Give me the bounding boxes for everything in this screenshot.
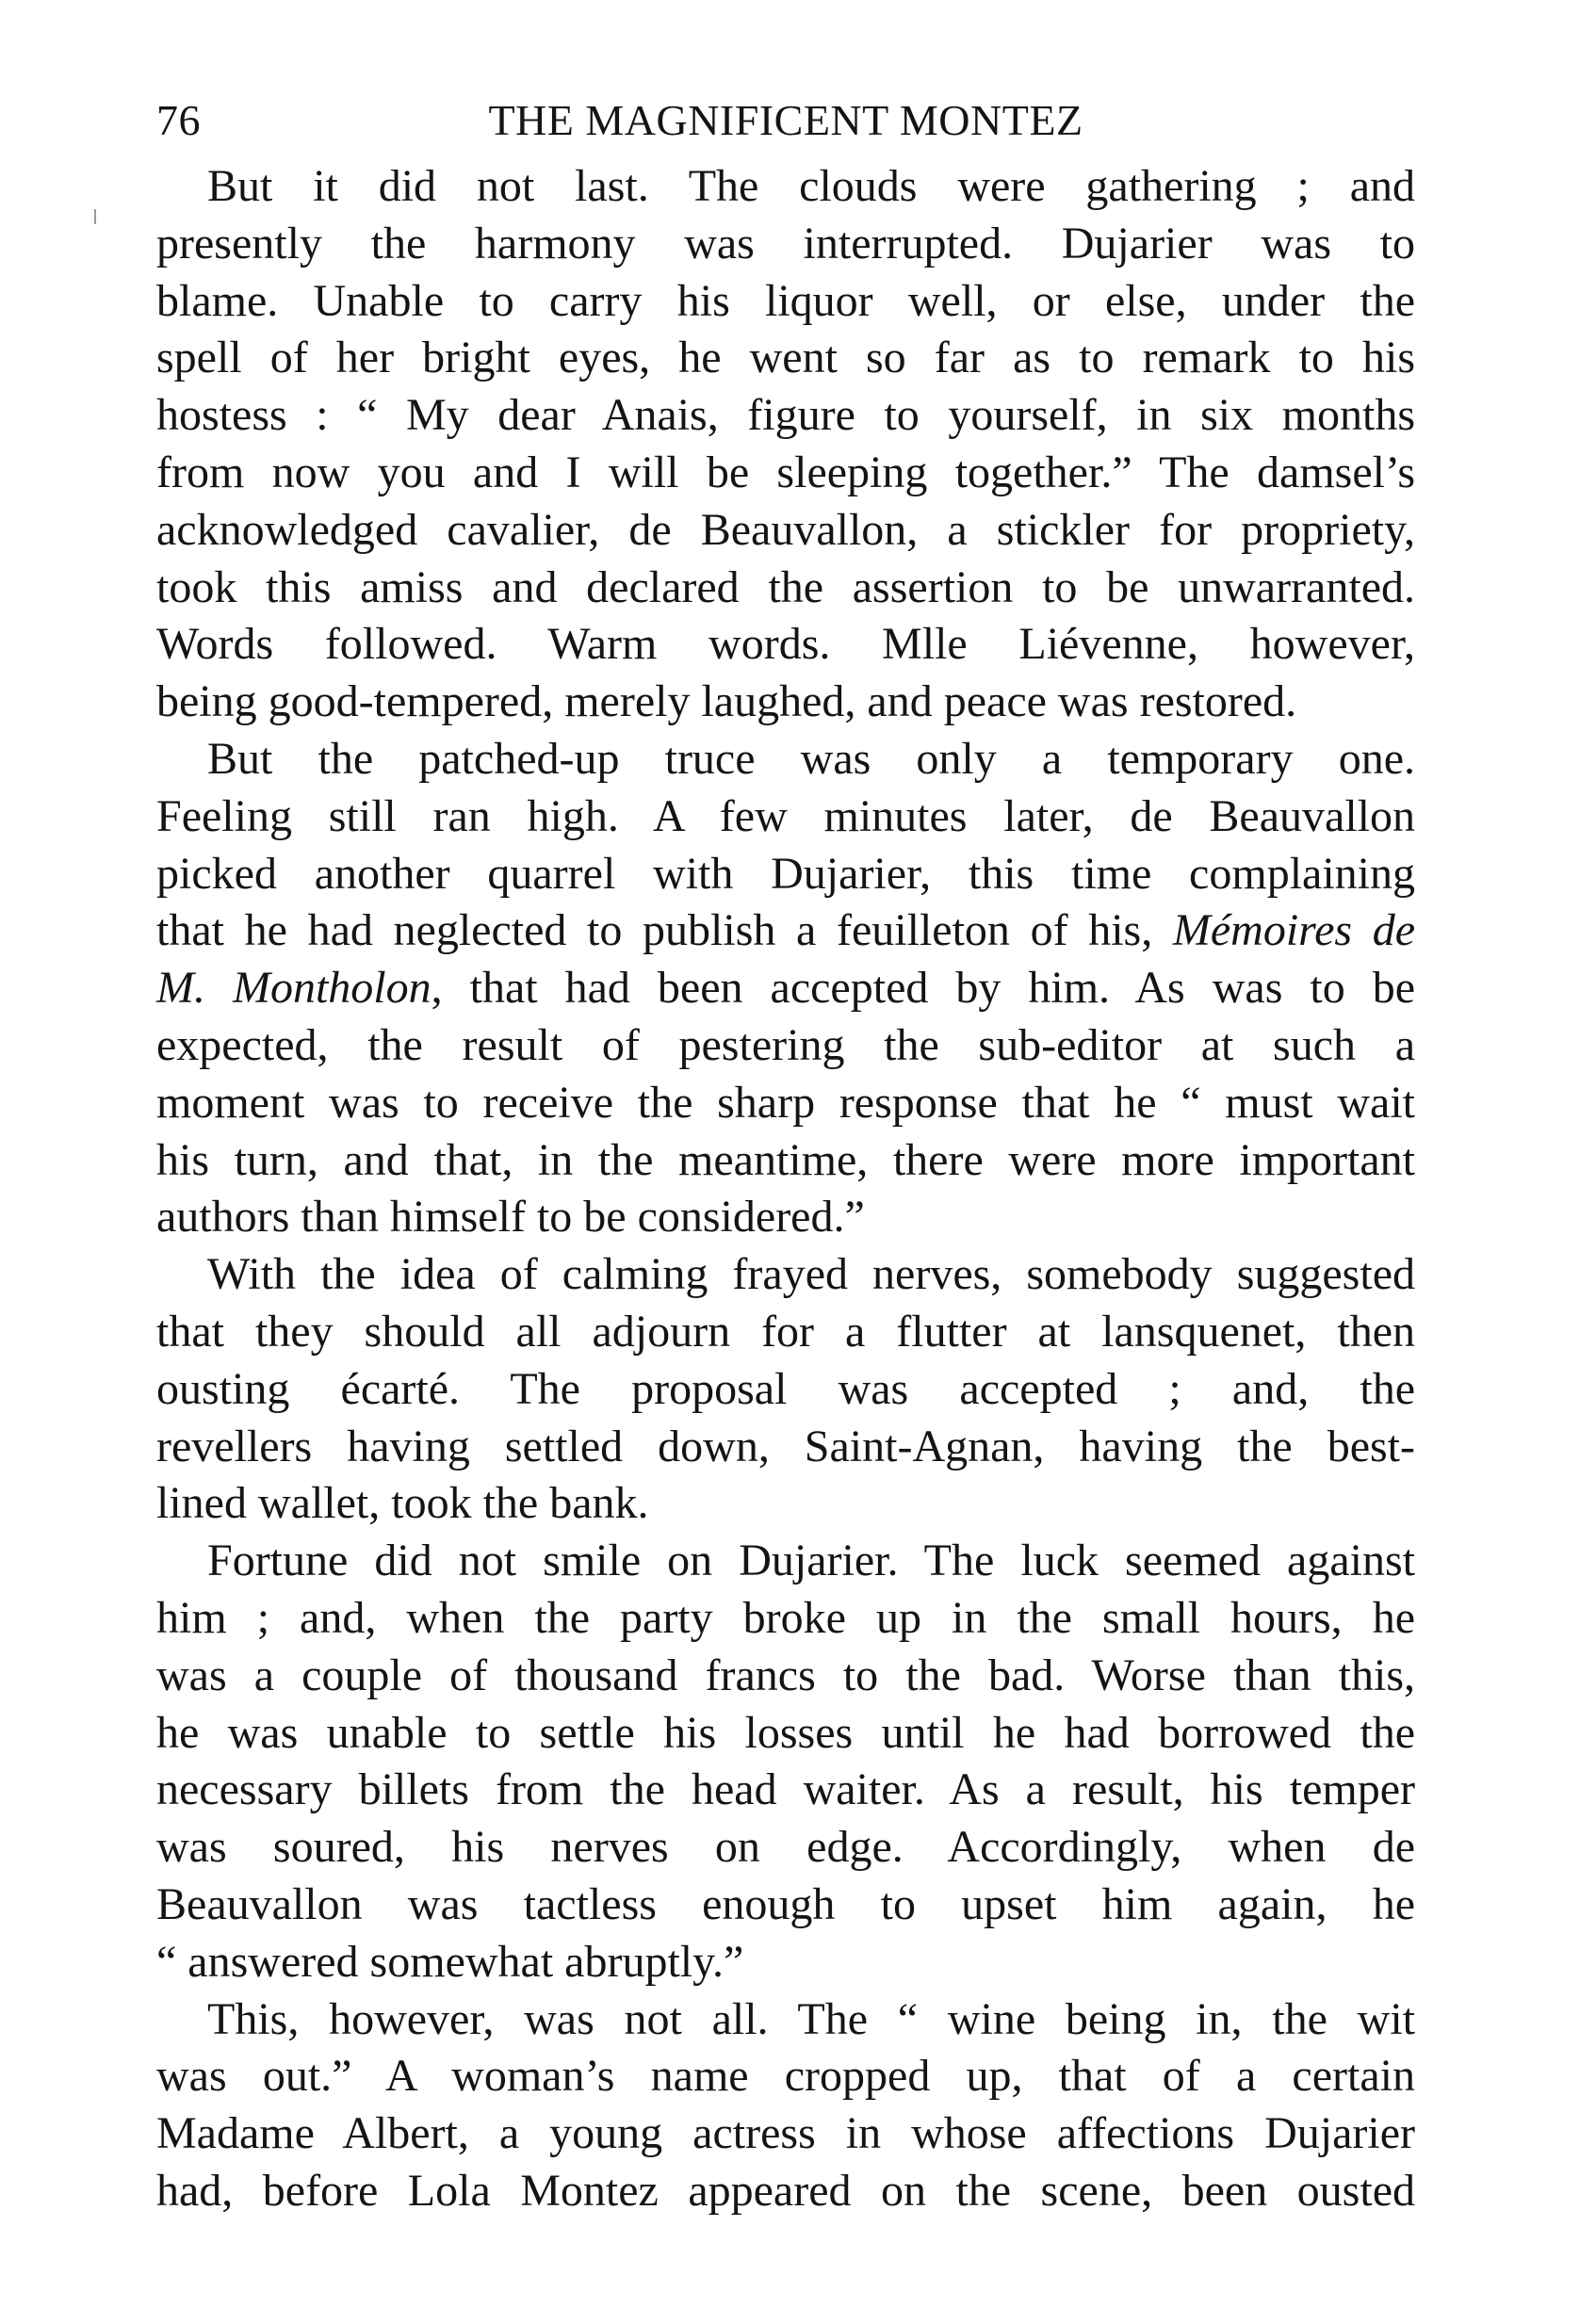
text-line: [156, 1475, 1415, 1533]
line-text: spell of her bright eyes, he went so far as to remark to his: [156, 333, 1415, 383]
line-text: Words followed. Warm words. Mlle Liévenne, however,: [156, 619, 1415, 670]
line-text: he was unable to settle his losses until he had borrowed the: [156, 1707, 1415, 1758]
line-text: was a couple of thousand francs to the bad. Worse than this,: [156, 1650, 1415, 1700]
running-head: [156, 83, 1415, 158]
page-number: 76: [156, 96, 201, 144]
italic-title: M. Montholon: [156, 963, 432, 1014]
text-line: [156, 1419, 1415, 1476]
line-text: Madame Albert, a young actress in whose affections Dujarier: [156, 2108, 1415, 2159]
text-line: [156, 2105, 1415, 2163]
line-text: took this amiss and declared the assertion to be unwarranted.: [156, 561, 1415, 612]
text-line: [156, 1075, 1415, 1132]
line-text: , that had been accepted by him. As was to be: [431, 963, 1416, 1014]
line-text: Beauvallon was tactless enough to upset him again, he: [156, 1878, 1415, 1929]
text-line: [156, 1533, 1415, 1590]
line-text: Feeling still ran high. A few minutes later, de Beauvallon: [156, 790, 1415, 841]
text-line: [156, 1762, 1415, 1819]
text-line: [156, 1246, 1415, 1304]
line-text: “ answered somewhat abruptly.”: [156, 1936, 744, 1987]
text-line: [156, 1189, 1415, 1246]
line-text: acknowledged cavalier, de Beauvallon, a stickler for propriety,: [156, 504, 1415, 555]
text-line: [156, 846, 1415, 903]
line-text: his turn, and that, in the meantime, there were more important: [156, 1134, 1415, 1185]
line-text: being good-tempered, merely laughed, and peace was restored.: [156, 676, 1297, 727]
text-line: [156, 2163, 1415, 2220]
text-line: [156, 387, 1415, 445]
stray-print-mark: [94, 209, 96, 224]
line-text: presently the harmony was interrupted. Dujarier was to: [156, 218, 1415, 268]
text-line: [156, 273, 1415, 331]
line-text: But it did not last. The clouds were gathering ; and: [207, 161, 1415, 211]
text-line: [156, 1934, 1415, 1991]
text-line: [156, 1877, 1415, 1934]
line-text: picked another quarrel with Dujarier, this time complaining: [156, 848, 1415, 899]
line-text: was soured, his nerves on edge. Accordingly, when de: [156, 1822, 1415, 1873]
text-line: [156, 1132, 1415, 1190]
text-line: [156, 1648, 1415, 1705]
line-text: that he had neglected to publish a feuilleton of his,: [156, 905, 1173, 956]
text-line: [156, 2048, 1415, 2105]
text-line: [156, 216, 1415, 273]
line-text: expected, the result of pestering the sub-editor at such a: [156, 1019, 1415, 1070]
text-line: [156, 1590, 1415, 1648]
text-line: [156, 502, 1415, 560]
text-line: [156, 616, 1415, 674]
text-line: [156, 1991, 1415, 2049]
line-text: authors than himself to be considered.”: [156, 1192, 865, 1243]
line-text: was out.” A woman’s name cropped up, that of a certain: [156, 2051, 1415, 2102]
line-text: that they should all adjourn for a flutter at lansquenet, then: [156, 1306, 1415, 1357]
text-line: [156, 674, 1415, 731]
line-text: hostess : “ My dear Anais, figure to yourself, in six months: [156, 390, 1415, 441]
line-text: necessary billets from the head waiter. As a result, his temper: [156, 1764, 1415, 1815]
text-line: [156, 731, 1415, 788]
text-line: [156, 1361, 1415, 1419]
line-text: blame. Unable to carry his liquor well, or else, under the: [156, 275, 1415, 326]
line-text: This, however, was not all. The “ wine being in, the wit: [207, 1993, 1415, 2044]
text-line: [156, 1304, 1415, 1361]
text-line: [156, 560, 1415, 617]
line-text: Fortune did not smile on Dujarier. The luck seemed against: [207, 1536, 1415, 1586]
line-text: With the idea of calming frayed nerves, somebody suggested: [207, 1249, 1415, 1300]
line-text: from now you and I will be sleeping together.” The damsel’s: [156, 447, 1415, 497]
text-line: [156, 960, 1415, 1017]
text-line: [156, 1705, 1415, 1763]
text-line: [156, 158, 1415, 216]
line-text: lined wallet, took the bank.: [156, 1478, 649, 1529]
text-line: [156, 788, 1415, 846]
line-text: revellers having settled down, Saint-Agnan, having the best-: [156, 1421, 1415, 1471]
text-line: [156, 330, 1415, 387]
text-line: [156, 902, 1415, 960]
text-line: [156, 1819, 1415, 1877]
text-line: [156, 1017, 1415, 1075]
line-text: But the patched-up truce was only a temporary one.: [207, 733, 1415, 784]
line-text: had, before Lola Montez appeared on the scene, been ousted: [156, 2165, 1415, 2216]
text-line: [156, 445, 1415, 502]
line-text: moment was to receive the sharp response that he “ must wait: [156, 1077, 1415, 1128]
body-text: [156, 158, 1415, 2220]
running-title: THE MAGNIFICENT MONTEZ: [488, 96, 1083, 144]
line-text: him ; and, when the party broke up in the small hours, he: [156, 1592, 1415, 1643]
line-text: ousting écarté. The proposal was accepted ; and, the: [156, 1363, 1415, 1414]
book-page: [156, 83, 1415, 2220]
italic-title: Mémoires de: [1172, 905, 1415, 956]
